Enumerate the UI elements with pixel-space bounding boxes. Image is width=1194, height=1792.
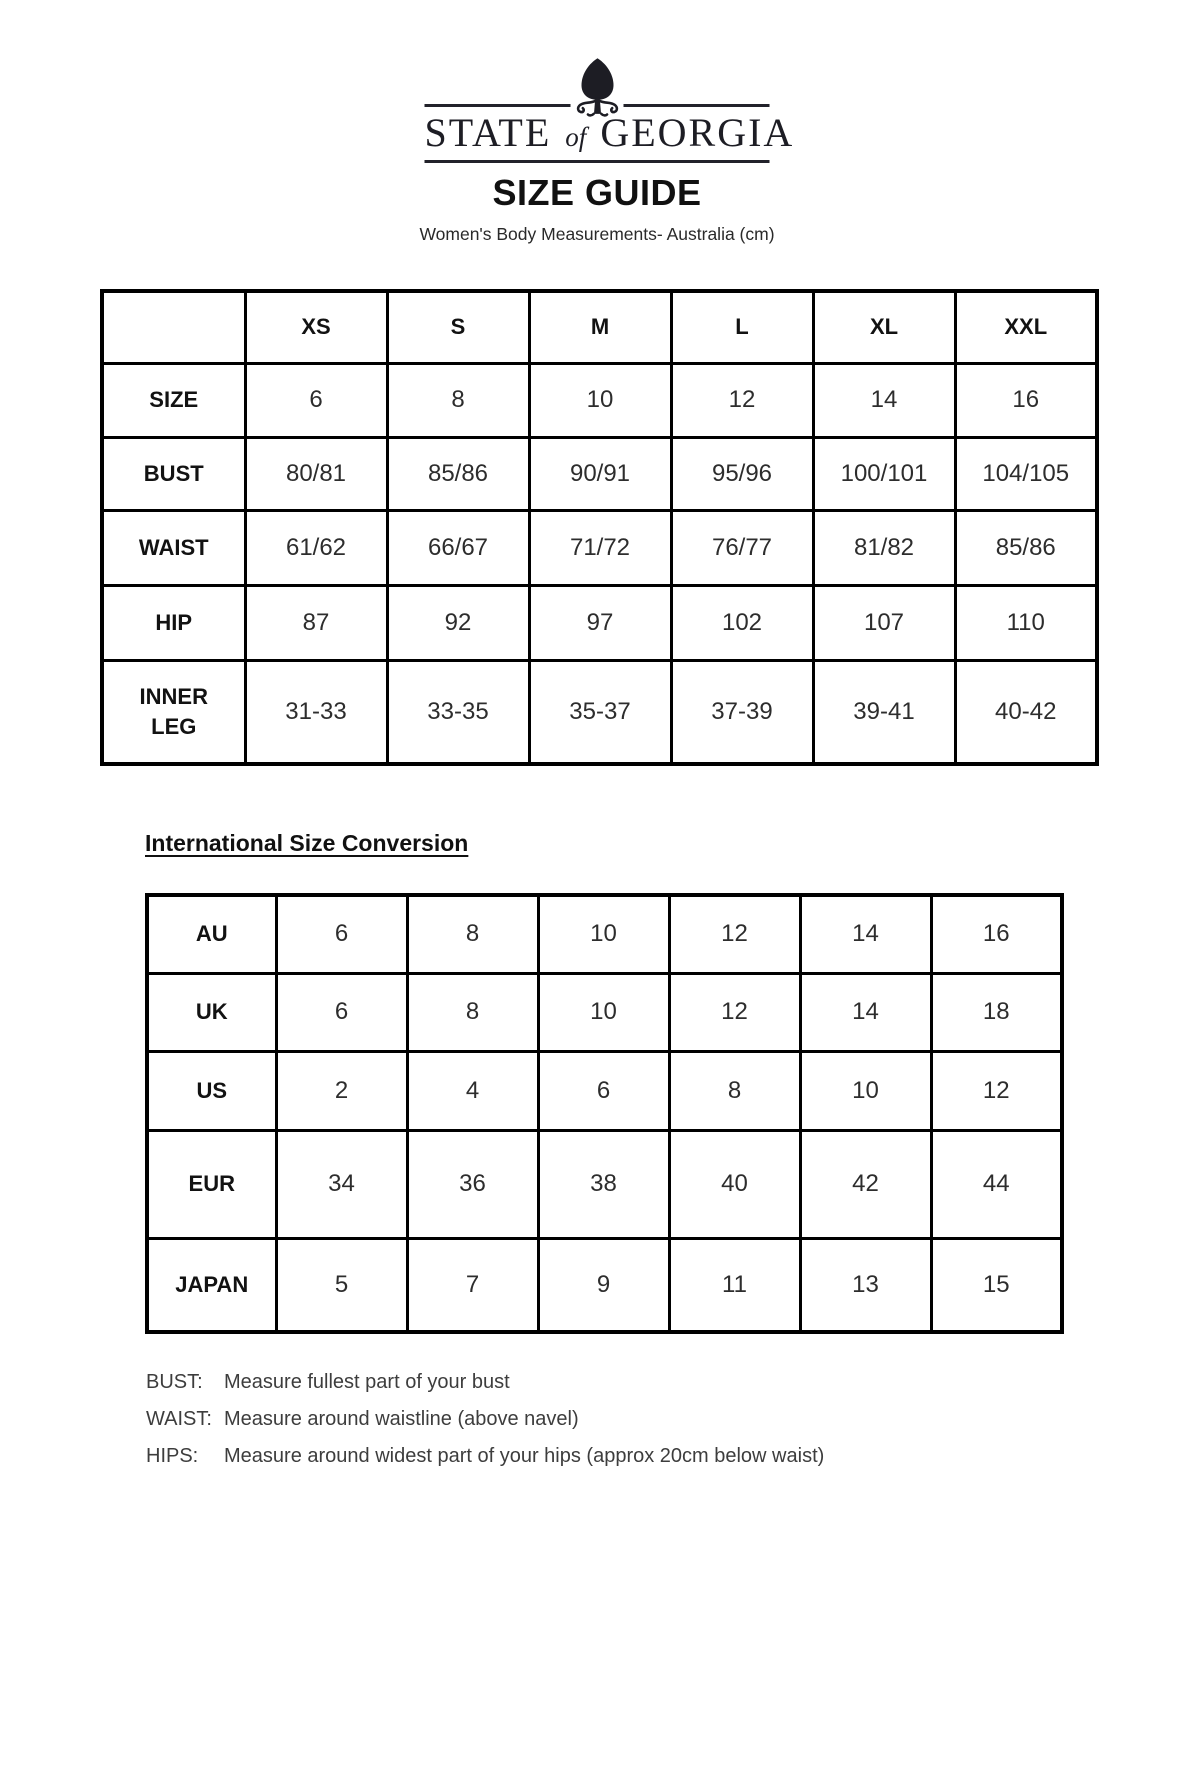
header-cell: L bbox=[671, 291, 813, 363]
value-cell: 6 bbox=[276, 973, 407, 1051]
value-cell: 14 bbox=[800, 973, 931, 1051]
header-cell: S bbox=[387, 291, 529, 363]
value-cell: 11 bbox=[669, 1238, 800, 1332]
row-label: JAPAN bbox=[175, 1271, 249, 1297]
value-cell: 39-41 bbox=[813, 660, 955, 764]
conversion-table-container bbox=[145, 893, 1064, 1334]
value-cell: 13 bbox=[800, 1238, 931, 1332]
row-label-cell bbox=[102, 660, 245, 764]
row-label: SIZE bbox=[149, 387, 199, 413]
table-row bbox=[102, 510, 1097, 585]
empty-corner-cell bbox=[102, 291, 245, 363]
value-cell: 102 bbox=[671, 585, 813, 660]
note-line bbox=[146, 1364, 824, 1401]
tree-icon bbox=[565, 56, 629, 118]
note-label: WAIST: bbox=[146, 1408, 212, 1430]
value-cell: 35-37 bbox=[529, 660, 671, 764]
value-cell: 14 bbox=[813, 363, 955, 437]
value-cell: 107 bbox=[813, 585, 955, 660]
header-cell: M bbox=[529, 291, 671, 363]
value-cell: 34 bbox=[276, 1130, 407, 1238]
value-cell: 10 bbox=[538, 973, 669, 1051]
conversion-heading: International Size Conversion bbox=[145, 830, 469, 856]
value-cell: 12 bbox=[671, 363, 813, 437]
measurements-table bbox=[100, 289, 1099, 766]
value-cell: 16 bbox=[955, 363, 1097, 437]
row-label: AU bbox=[195, 921, 228, 947]
brand-name-right: GEORGIA bbox=[600, 110, 795, 155]
row-label: EUR bbox=[188, 1171, 235, 1197]
value-cell: 4 bbox=[407, 1051, 538, 1130]
row-label-cell bbox=[147, 895, 276, 973]
value-cell: 95/96 bbox=[671, 437, 813, 510]
value-cell: 104/105 bbox=[955, 437, 1097, 510]
value-cell: 42 bbox=[800, 1130, 931, 1238]
page-title: SIZE GUIDE bbox=[492, 172, 702, 213]
row-label-cell bbox=[147, 1051, 276, 1130]
note-label: HIPS: bbox=[146, 1445, 199, 1467]
logo-rule-right bbox=[624, 104, 770, 107]
table-row bbox=[147, 973, 1062, 1051]
logo-rule-bottom bbox=[425, 160, 770, 163]
value-cell: 14 bbox=[800, 895, 931, 973]
value-cell: 76/77 bbox=[671, 510, 813, 585]
value-cell: 33-35 bbox=[387, 660, 529, 764]
value-cell: 12 bbox=[669, 895, 800, 973]
value-cell: 100/101 bbox=[813, 437, 955, 510]
value-cell: 66/67 bbox=[387, 510, 529, 585]
row-label-cell bbox=[102, 510, 245, 585]
table-row bbox=[147, 895, 1062, 973]
value-cell: 8 bbox=[669, 1051, 800, 1130]
value-cell: 15 bbox=[931, 1238, 1062, 1332]
row-label-cell bbox=[147, 973, 276, 1051]
value-cell: 87 bbox=[245, 585, 387, 660]
value-cell: 90/91 bbox=[529, 437, 671, 510]
table-row bbox=[102, 585, 1097, 660]
brand-name-of: of bbox=[565, 122, 587, 152]
value-cell: 40 bbox=[669, 1130, 800, 1238]
brand-logo bbox=[424, 55, 795, 163]
row-label-cell bbox=[102, 437, 245, 510]
value-cell: 7 bbox=[407, 1238, 538, 1332]
row-label-cell bbox=[147, 1238, 276, 1332]
value-cell: 9 bbox=[538, 1238, 669, 1332]
table-row bbox=[147, 1051, 1062, 1130]
value-cell: 18 bbox=[931, 973, 1062, 1051]
row-label-cell bbox=[147, 1130, 276, 1238]
value-cell: 2 bbox=[276, 1051, 407, 1130]
value-cell: 12 bbox=[669, 973, 800, 1051]
value-cell: 8 bbox=[387, 363, 529, 437]
value-cell: 8 bbox=[407, 895, 538, 973]
note-line bbox=[146, 1438, 824, 1475]
value-cell: 38 bbox=[538, 1130, 669, 1238]
header-cell: XS bbox=[245, 291, 387, 363]
note-text: Measure fullest part of your bust bbox=[224, 1371, 510, 1393]
table-row bbox=[102, 363, 1097, 437]
row-label: HIP bbox=[155, 609, 193, 635]
conversion-table bbox=[145, 893, 1064, 1334]
value-cell: 12 bbox=[931, 1051, 1062, 1130]
header-cell: XL bbox=[813, 291, 955, 363]
value-cell: 44 bbox=[931, 1130, 1062, 1238]
value-cell: 6 bbox=[276, 895, 407, 973]
row-label: UK bbox=[195, 999, 228, 1025]
table-row bbox=[102, 437, 1097, 510]
value-cell: 80/81 bbox=[245, 437, 387, 510]
note-text: Measure around waistline (above navel) bbox=[224, 1408, 579, 1430]
row-label: WAIST bbox=[138, 534, 209, 560]
value-cell: 31-33 bbox=[245, 660, 387, 764]
row-label: US bbox=[196, 1077, 228, 1103]
note-label: BUST: bbox=[146, 1371, 203, 1393]
value-cell: 81/82 bbox=[813, 510, 955, 585]
value-cell: 6 bbox=[245, 363, 387, 437]
value-cell: 85/86 bbox=[955, 510, 1097, 585]
logo-mark bbox=[425, 55, 770, 111]
row-label: INNER LEG bbox=[139, 684, 208, 739]
value-cell: 5 bbox=[276, 1238, 407, 1332]
measurements-table-container bbox=[100, 289, 1099, 766]
table-row bbox=[147, 1130, 1062, 1238]
note-text: Measure around widest part of your hips (approx 20cm below waist) bbox=[224, 1445, 825, 1467]
value-cell: 6 bbox=[538, 1051, 669, 1130]
table-header-row bbox=[102, 291, 1097, 363]
value-cell: 97 bbox=[529, 585, 671, 660]
row-label-cell bbox=[102, 585, 245, 660]
row-label: BUST bbox=[143, 460, 204, 486]
header-cell: XXL bbox=[955, 291, 1097, 363]
value-cell: 61/62 bbox=[245, 510, 387, 585]
table-row bbox=[102, 660, 1097, 764]
logo-rule-left bbox=[425, 104, 571, 107]
table-row bbox=[147, 1238, 1062, 1332]
value-cell: 16 bbox=[931, 895, 1062, 973]
value-cell: 36 bbox=[407, 1130, 538, 1238]
value-cell: 92 bbox=[387, 585, 529, 660]
value-cell: 85/86 bbox=[387, 437, 529, 510]
value-cell: 40-42 bbox=[955, 660, 1097, 764]
value-cell: 110 bbox=[955, 585, 1097, 660]
brand-name-left: STATE bbox=[424, 110, 552, 155]
value-cell: 71/72 bbox=[529, 510, 671, 585]
page-subtitle: Women's Body Measurements- Australia (cm) bbox=[419, 224, 775, 244]
row-label-cell bbox=[102, 363, 245, 437]
value-cell: 10 bbox=[800, 1051, 931, 1130]
measurement-notes bbox=[146, 1364, 824, 1475]
value-cell: 10 bbox=[529, 363, 671, 437]
value-cell: 8 bbox=[407, 973, 538, 1051]
value-cell: 10 bbox=[538, 895, 669, 973]
value-cell: 37-39 bbox=[671, 660, 813, 764]
note-line bbox=[146, 1401, 824, 1438]
